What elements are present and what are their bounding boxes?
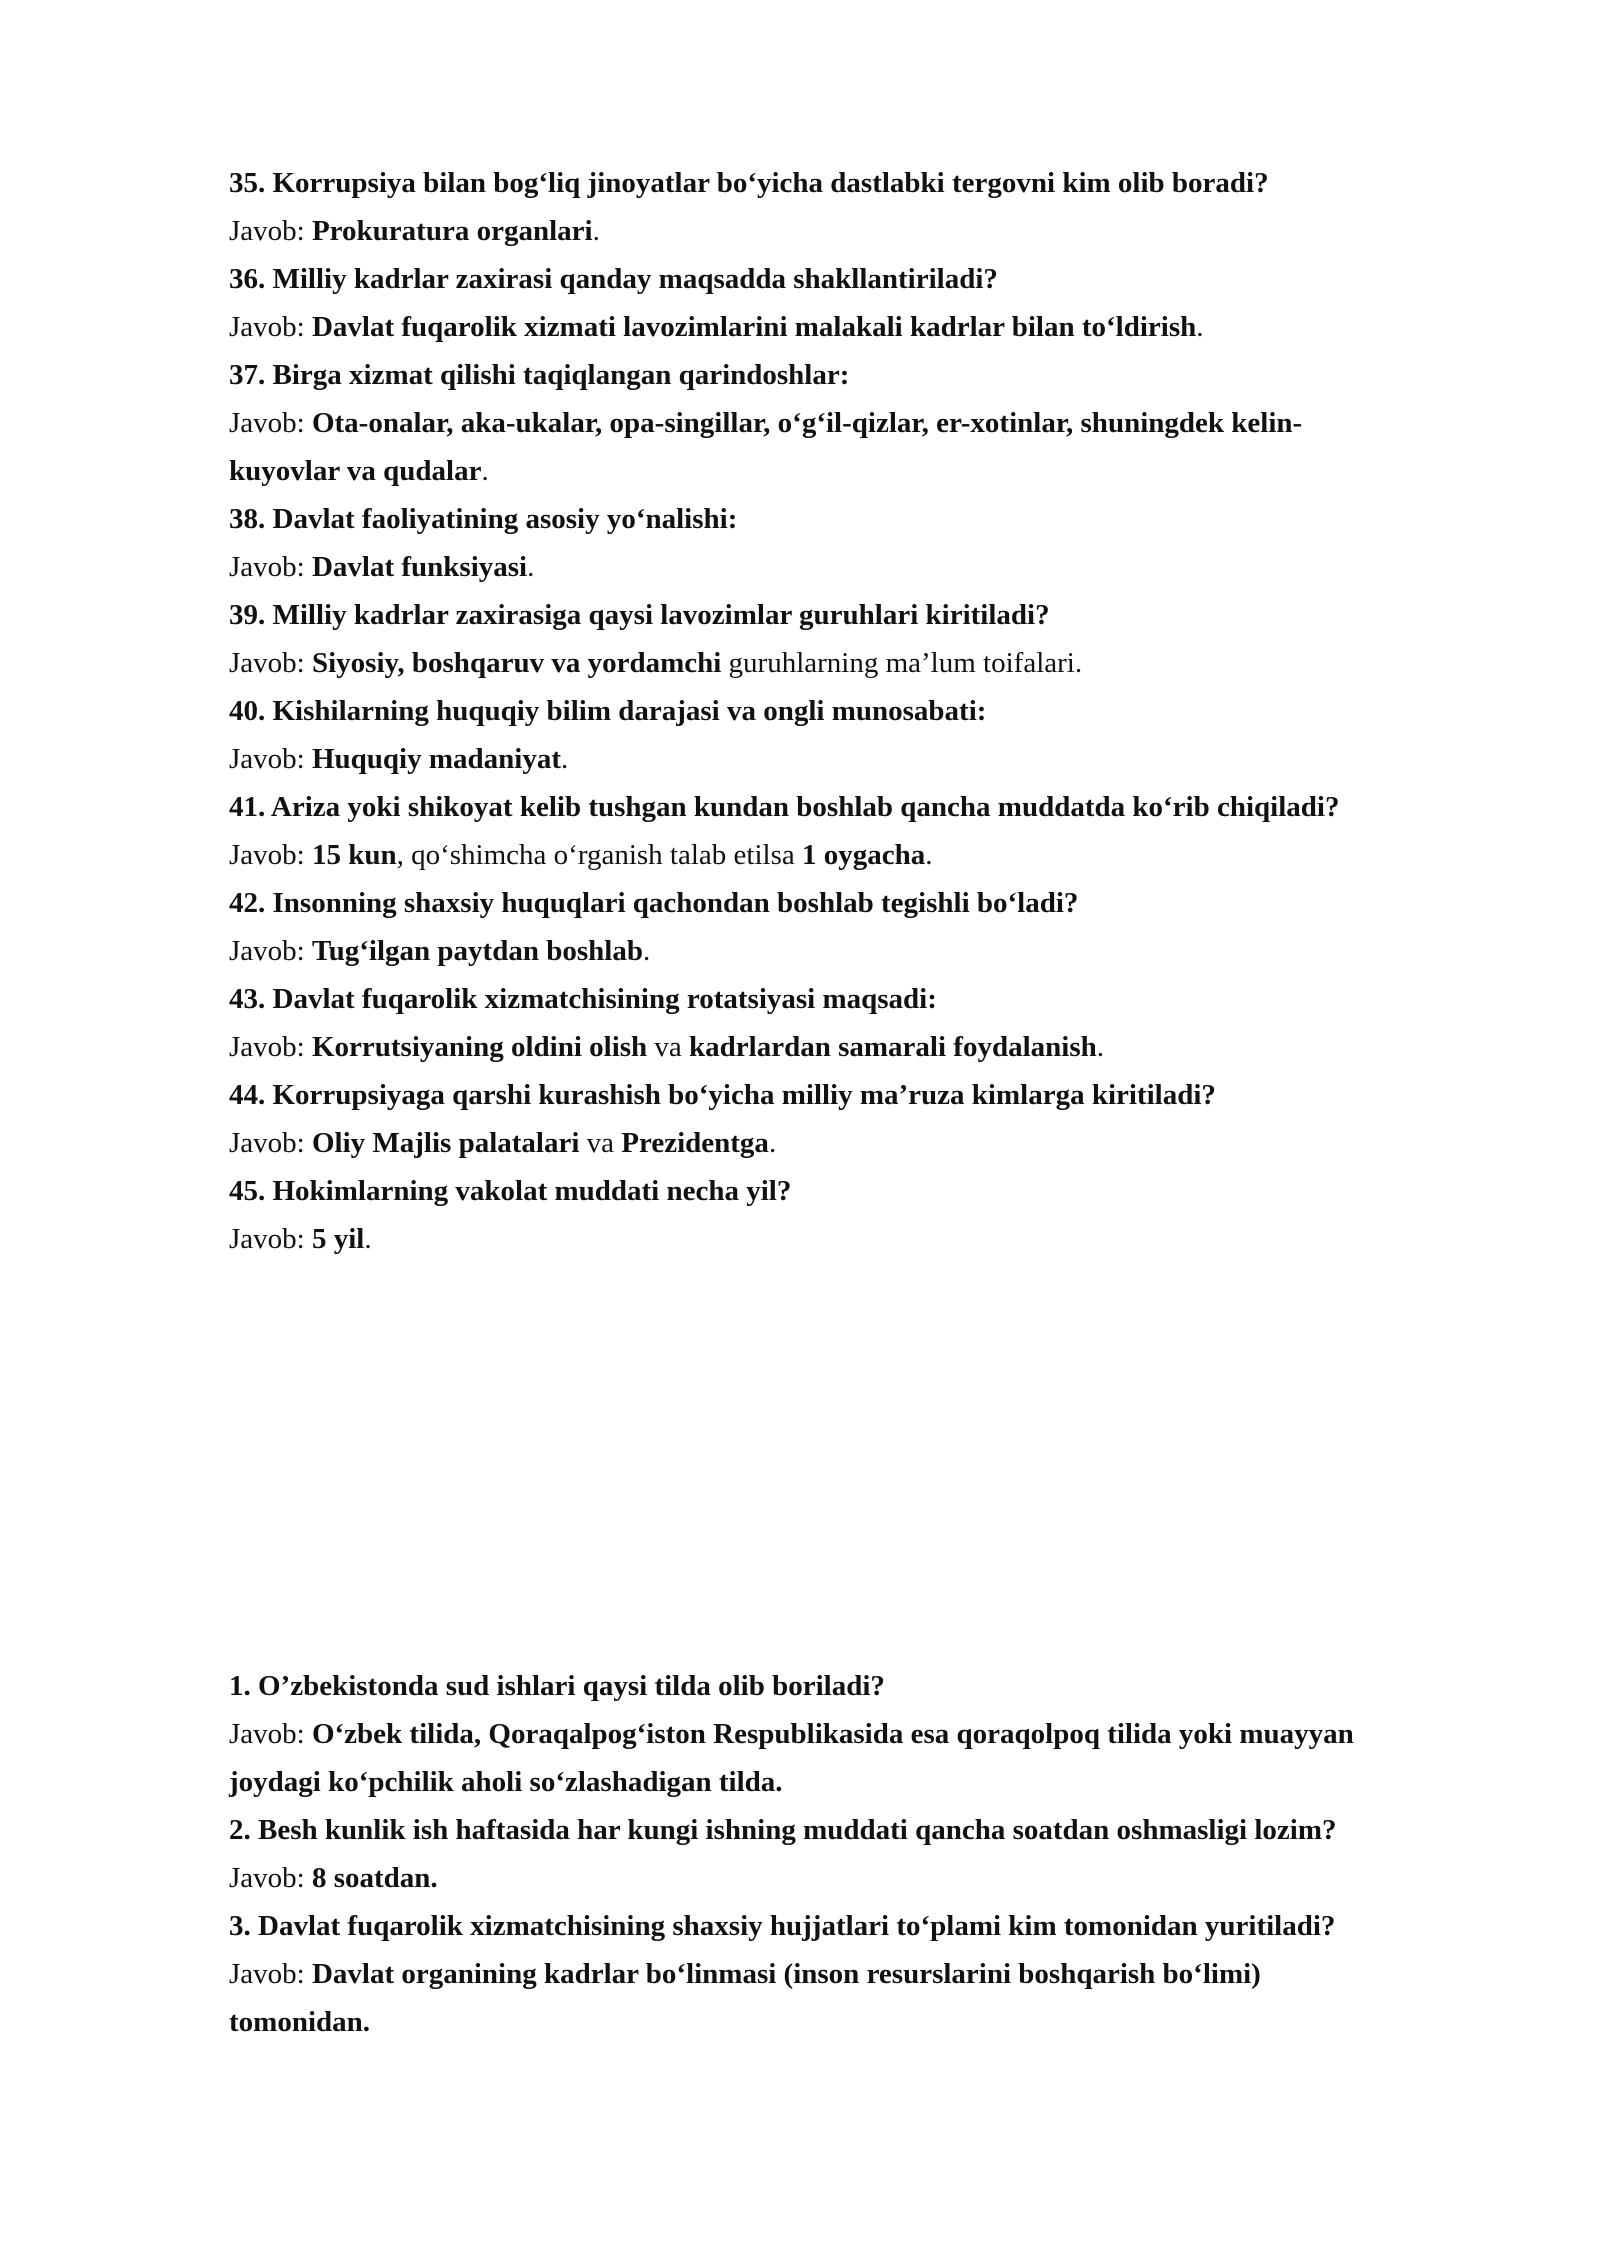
answer-line (229, 831, 1529, 879)
answer-line (229, 927, 1529, 975)
answer-line (229, 1950, 1529, 1998)
answer-line (229, 1710, 1529, 1758)
answer-text (305, 743, 312, 775)
question-text: 39. Milliy kadrlar zaxirasiga qaysi lavozimlar guruhlari kiritiladi? (229, 599, 1050, 631)
question-text: 42. Insonning shaxsiy huquqlari qachondan boshlab tegishli bo‘ladi? (229, 887, 1079, 919)
question-text: 40. Kishilarning huquqiy bilim darajasi va ongli munosabati: (229, 695, 987, 727)
answer-line (229, 303, 1529, 351)
answer-line (229, 1023, 1529, 1071)
answer-emphasis: Davlat fuqarolik xizmati lavozimlarini malakali kadrlar bilan to‘ldirish (311, 311, 1197, 343)
answer-text: . (768, 1127, 777, 1159)
answer-text (305, 1031, 312, 1063)
answer-emphasis: 5 yil (311, 1223, 365, 1255)
answer-emphasis: Huquqiy madaniyat (311, 743, 561, 775)
answer-text (305, 1223, 312, 1255)
answer-line (229, 207, 1529, 255)
answer-line (229, 1854, 1529, 1902)
answer-emphasis: 1 oygacha (801, 839, 926, 871)
question-text: 44. Korrupsiyaga qarshi kurashish bo‘yicha milliy ma’ruza kimlarga kiritiladi? (229, 1079, 1216, 1111)
answer-emphasis: Tug‘ilgan paytdan boshlab (311, 935, 643, 967)
question-text: 43. Davlat fuqarolik xizmatchisining rotatsiyasi maqsadi: (229, 983, 937, 1015)
answer-text (305, 311, 312, 343)
answer-label: Javob: (229, 743, 305, 775)
answer-text (305, 551, 312, 583)
answer-text: . (560, 743, 569, 775)
answer-text (305, 407, 312, 439)
answer-text (305, 215, 312, 247)
answer-emphasis: Prokuratura organlari (311, 215, 593, 247)
answer-label: Javob: (229, 1958, 305, 1990)
question-text: 38. Davlat faoliyatining asosiy yo‘nalishi: (229, 503, 738, 535)
answer-label: Javob: (229, 1127, 305, 1159)
qa-section-1-3 (229, 1662, 1529, 2046)
answer-text: guruhlarning ma’lum toifalari. (721, 647, 1083, 679)
answer-label: Javob: (229, 551, 305, 583)
question-text: 41. Ariza yoki shikoyat kelib tushgan kundan boshlab qancha muddatda ko‘rib chiqiladi? (229, 791, 1340, 823)
answer-label: Javob: (229, 839, 305, 871)
answer-text (305, 1127, 312, 1159)
answer-line (229, 735, 1529, 783)
answer-text (305, 935, 312, 967)
answer-emphasis: 15 kun (311, 839, 397, 871)
answer-emphasis: kadrlardan samarali foydalanish (689, 1031, 1097, 1063)
answer-label: Javob: (229, 1862, 305, 1894)
answer-label: Javob: (229, 647, 305, 679)
answer-line (229, 399, 1529, 447)
answer-label: Javob: (229, 311, 305, 343)
answer-line (229, 1758, 1529, 1806)
answer-text: . (527, 551, 535, 583)
answer-text (305, 1718, 312, 1750)
question-text: 1. O’zbekistonda sud ishlari qaysi tilda olib boriladi? (229, 1670, 885, 1702)
question-text: 45. Hokimlarning vakolat muddati necha yil? (229, 1175, 792, 1207)
answer-emphasis: O‘zbek tilida, Qoraqalpog‘iston Respublikasida esa qoraqolpoq tilida yoki muayyan (311, 1718, 1354, 1750)
answer-text: . (1096, 1031, 1104, 1063)
answer-text: . (925, 839, 933, 871)
question-text: 37. Birga xizmat qilishi taqiqlangan qarindoshlar: (229, 359, 850, 391)
answer-emphasis: Davlat organining kadrlar bo‘linmasi (inson resurslarini boshqarish bo‘limi) (311, 1958, 1261, 1990)
answer-label: Javob: (229, 215, 305, 247)
answer-label: Javob: (229, 935, 305, 967)
answer-line (229, 1998, 1529, 2046)
answer-text: . (364, 1223, 372, 1255)
question-text: 35. Korrupsiya bilan bog‘liq jinoyatlar bo‘yicha dastlabki tergovni kim olib boradi? (229, 167, 1269, 199)
answer-emphasis: 8 soatdan. (311, 1862, 438, 1894)
answer-text: . (642, 935, 651, 967)
answer-line (229, 447, 1529, 495)
question-text: 2. Besh kunlik ish haftasida har kungi ishning muddati qancha soatdan oshmasligi lozim? (229, 1814, 1337, 1846)
question-text: 36. Milliy kadrlar zaxirasi qanday maqsadda shakllantiriladi? (229, 263, 998, 295)
answer-line (229, 1215, 1529, 1263)
answer-label: Javob: (229, 407, 305, 439)
answer-emphasis: tomonidan. (229, 2006, 371, 2038)
answer-line (229, 639, 1529, 687)
answer-text (305, 647, 312, 679)
answer-emphasis: joydagi ko‘pchilik aholi so‘zlashadigan tilda. (229, 1766, 783, 1798)
answer-emphasis: Prezidentga (621, 1127, 769, 1159)
question-text: 3. Davlat fuqarolik xizmatchisining shaxsiy hujjatlari to‘plami kim tomonidan yuritiladi? (229, 1910, 1336, 1942)
answer-label: Javob: (229, 1031, 305, 1063)
answer-label: Javob: (229, 1223, 305, 1255)
answer-emphasis: kuyovlar va qudalar (229, 455, 482, 487)
answer-text: . (481, 455, 489, 487)
qa-section-35-45 (229, 159, 1529, 1263)
answer-text (305, 1958, 312, 1990)
answer-emphasis: Korrutsiyaning oldini olish (311, 1031, 648, 1063)
answer-line (229, 543, 1529, 591)
answer-line (229, 1119, 1529, 1167)
answer-emphasis: Siyosiy, boshqaruv va yordamchi (311, 647, 722, 679)
answer-emphasis: Ota-onalar, aka-ukalar, opa-singillar, o‘g‘il-qizlar, er-xotinlar, shuningdek kelin- (311, 407, 1303, 439)
answer-text: va (647, 1031, 690, 1063)
answer-emphasis: Oliy Majlis palatalari (311, 1127, 580, 1159)
answer-text (305, 839, 312, 871)
answer-text (305, 1862, 312, 1894)
answer-text: . (592, 215, 600, 247)
answer-label: Javob: (229, 1718, 305, 1750)
answer-emphasis: Davlat funksiyasi (311, 551, 528, 583)
answer-text: . (1196, 311, 1204, 343)
answer-text: , qo‘shimcha o‘rganish talab etilsa (396, 839, 802, 871)
answer-text: va (579, 1127, 622, 1159)
